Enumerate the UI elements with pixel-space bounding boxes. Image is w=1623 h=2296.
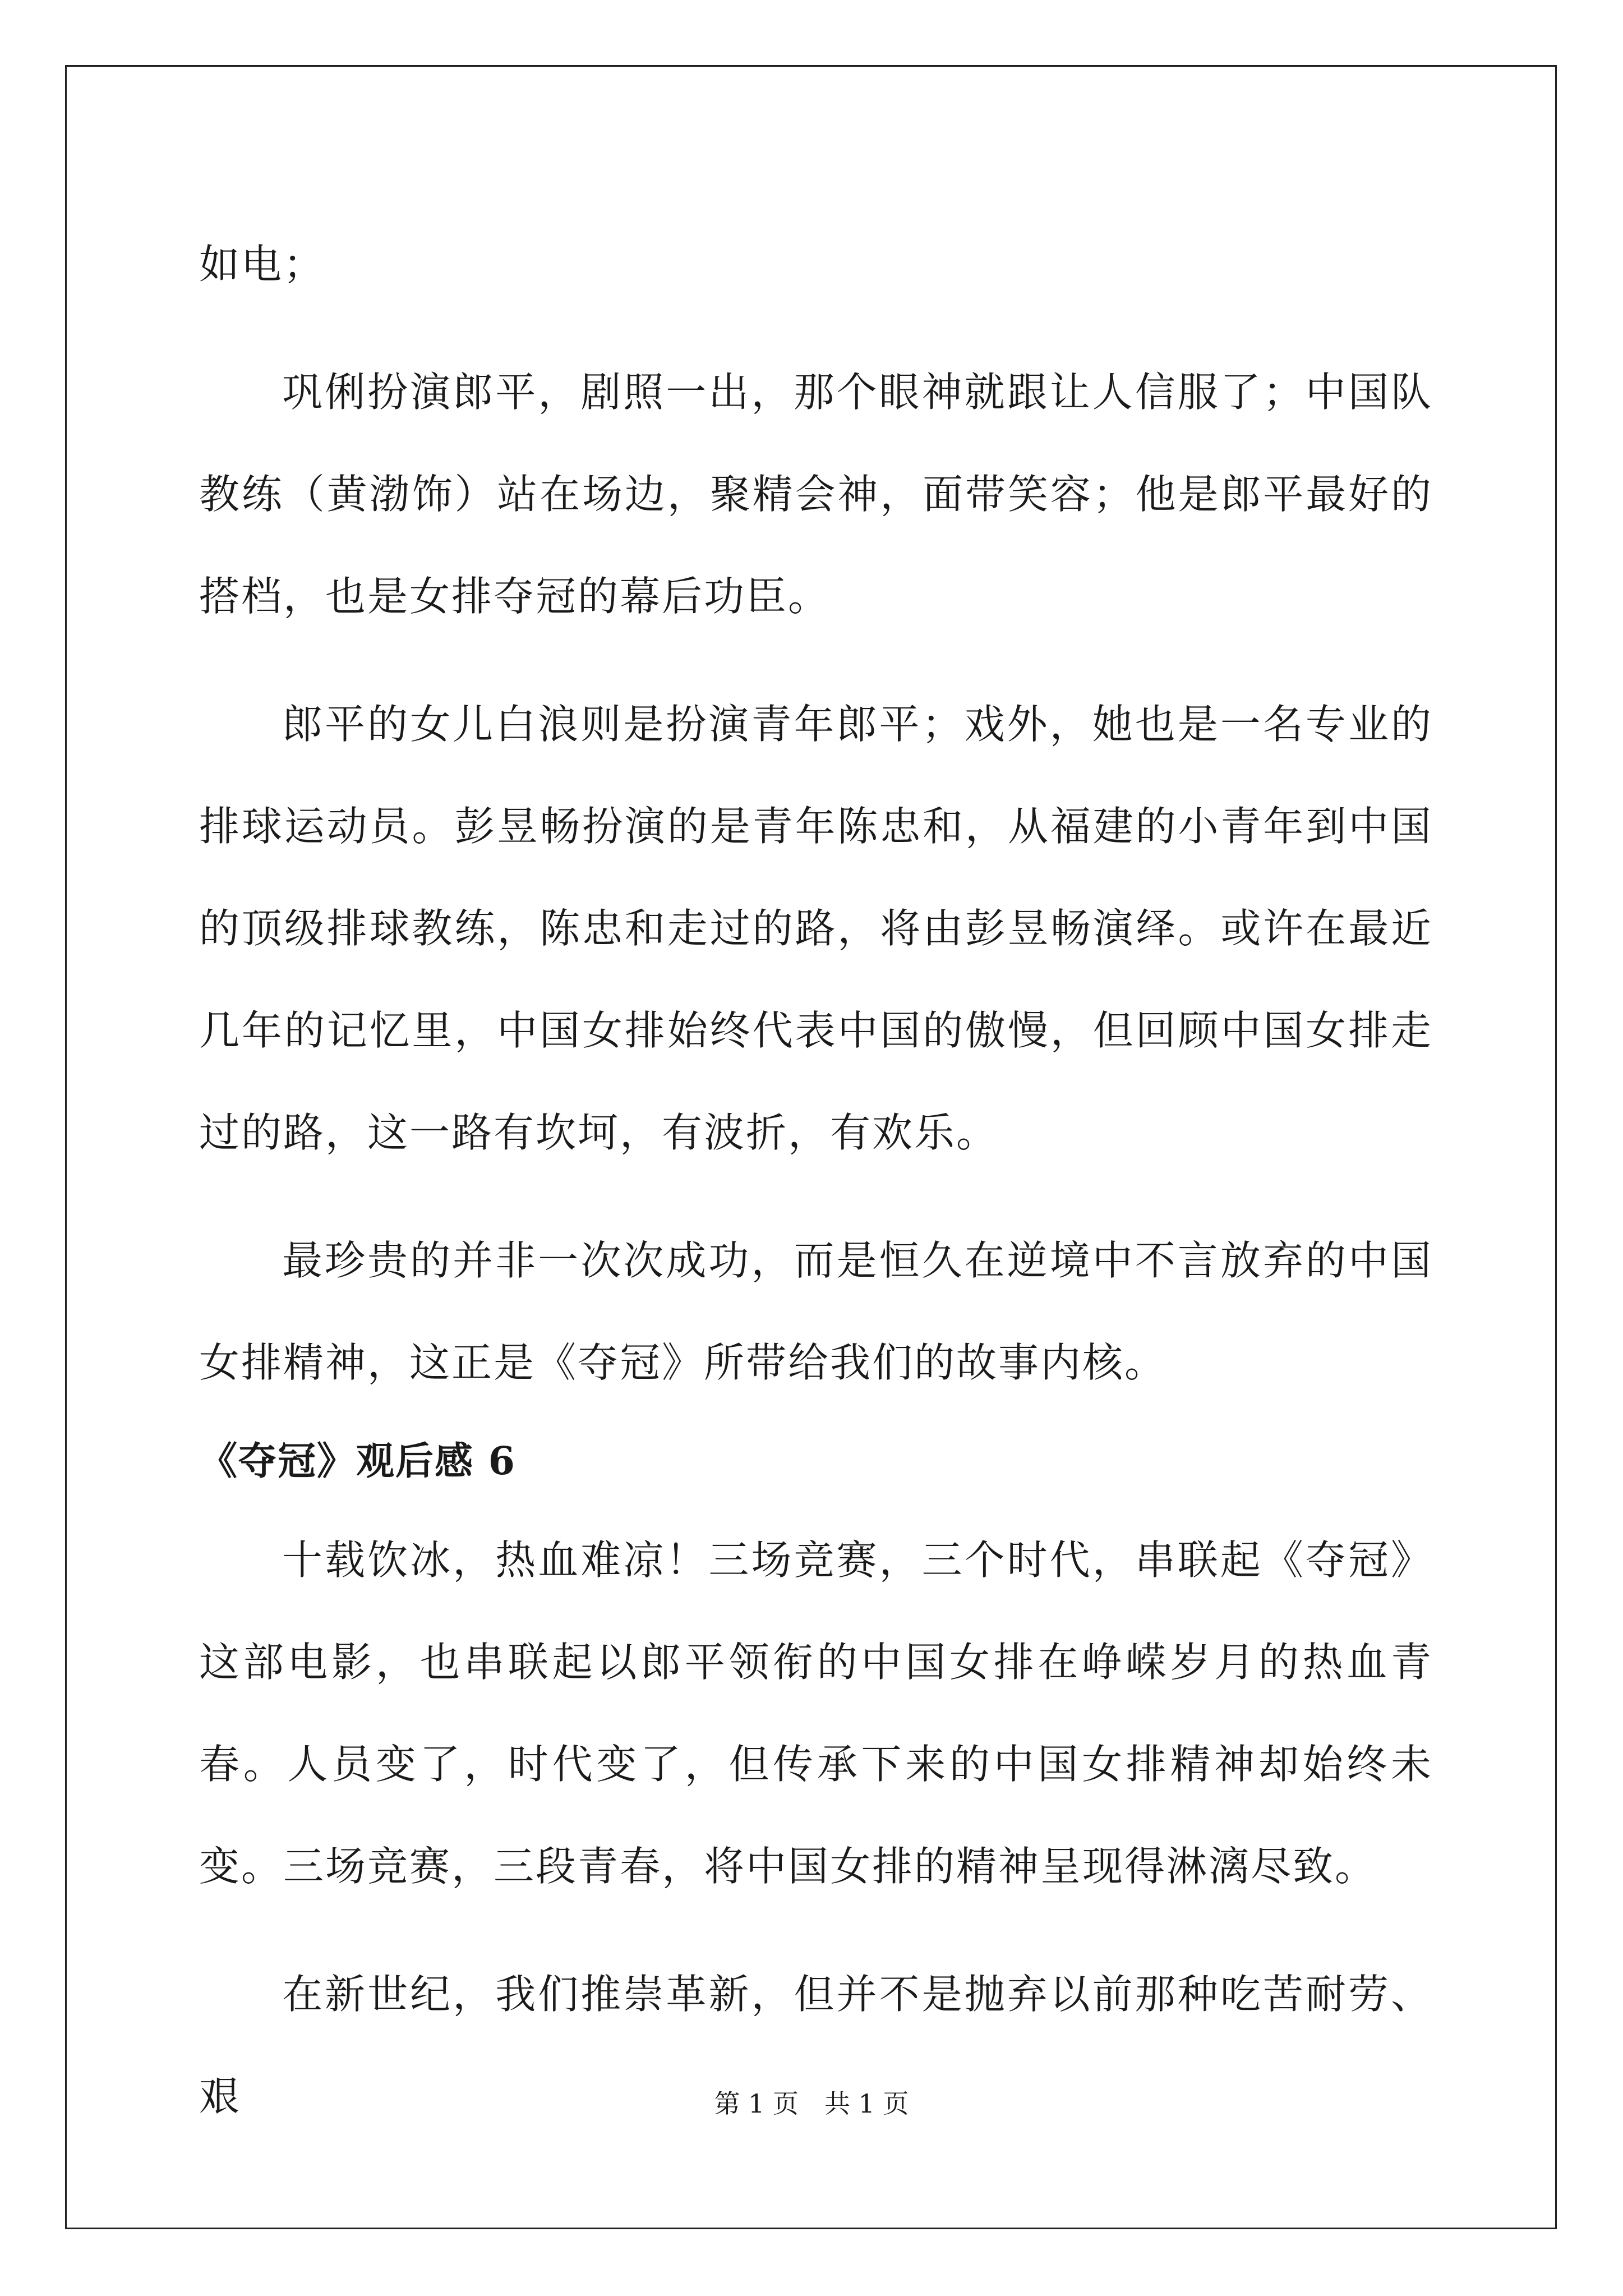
paragraph-5: 十载饮冰，热血难凉！三场竞赛，三个时代，串联起《夺冠》这部电影，也串联起以郎平领衔的中国女排在峥嵘岁月的热血青春。人员变了，时代变了，但传承下来的中国女排精神却始终未变。三场竞赛，三段青春，将中国女排的精神呈现得淋漓尽致。 xyxy=(199,1536,1433,1890)
document-body xyxy=(199,213,1433,2147)
paragraph-6: 在新世纪，我们推崇革新，但并不是抛弃以前那种吃苦耐劳、艰 xyxy=(199,1971,1433,2120)
paragraph-4: 最珍贵的并非一次次成功，而是恒久在逆境中不言放弃的中国女排精神，这正是《夺冠》所带给我们的故事内核。 xyxy=(199,1237,1433,1386)
paragraph-3: 郎平的女儿白浪则是扮演青年郎平；戏外，她也是一名专业的排球运动员。彭昱畅扮演的是青年陈忠和，从福建的小青年到中国的顶级排球教练，陈忠和走过的路，将由彭昱畅演绎。或许在最近几年的记忆里，中国女排始终代表中国的傲慢，但回顾中国女排走过的路，这一路有坎坷，有波折，有欢乐。 xyxy=(199,701,1433,1156)
page-footer: 第 1 页 共 1 页 xyxy=(714,2088,909,2119)
paragraph-1: 如电； xyxy=(199,241,326,288)
paragraph-2: 巩俐扮演郎平，剧照一出，那个眼神就跟让人信服了；中国队教练（黄渤饰）站在场边，聚精会神，面带笑容；他是郎平最好的搭档，也是女排夺冠的幕后功臣。 xyxy=(199,369,1433,620)
section-heading: 《夺冠》观后感 6 xyxy=(199,1439,516,1484)
